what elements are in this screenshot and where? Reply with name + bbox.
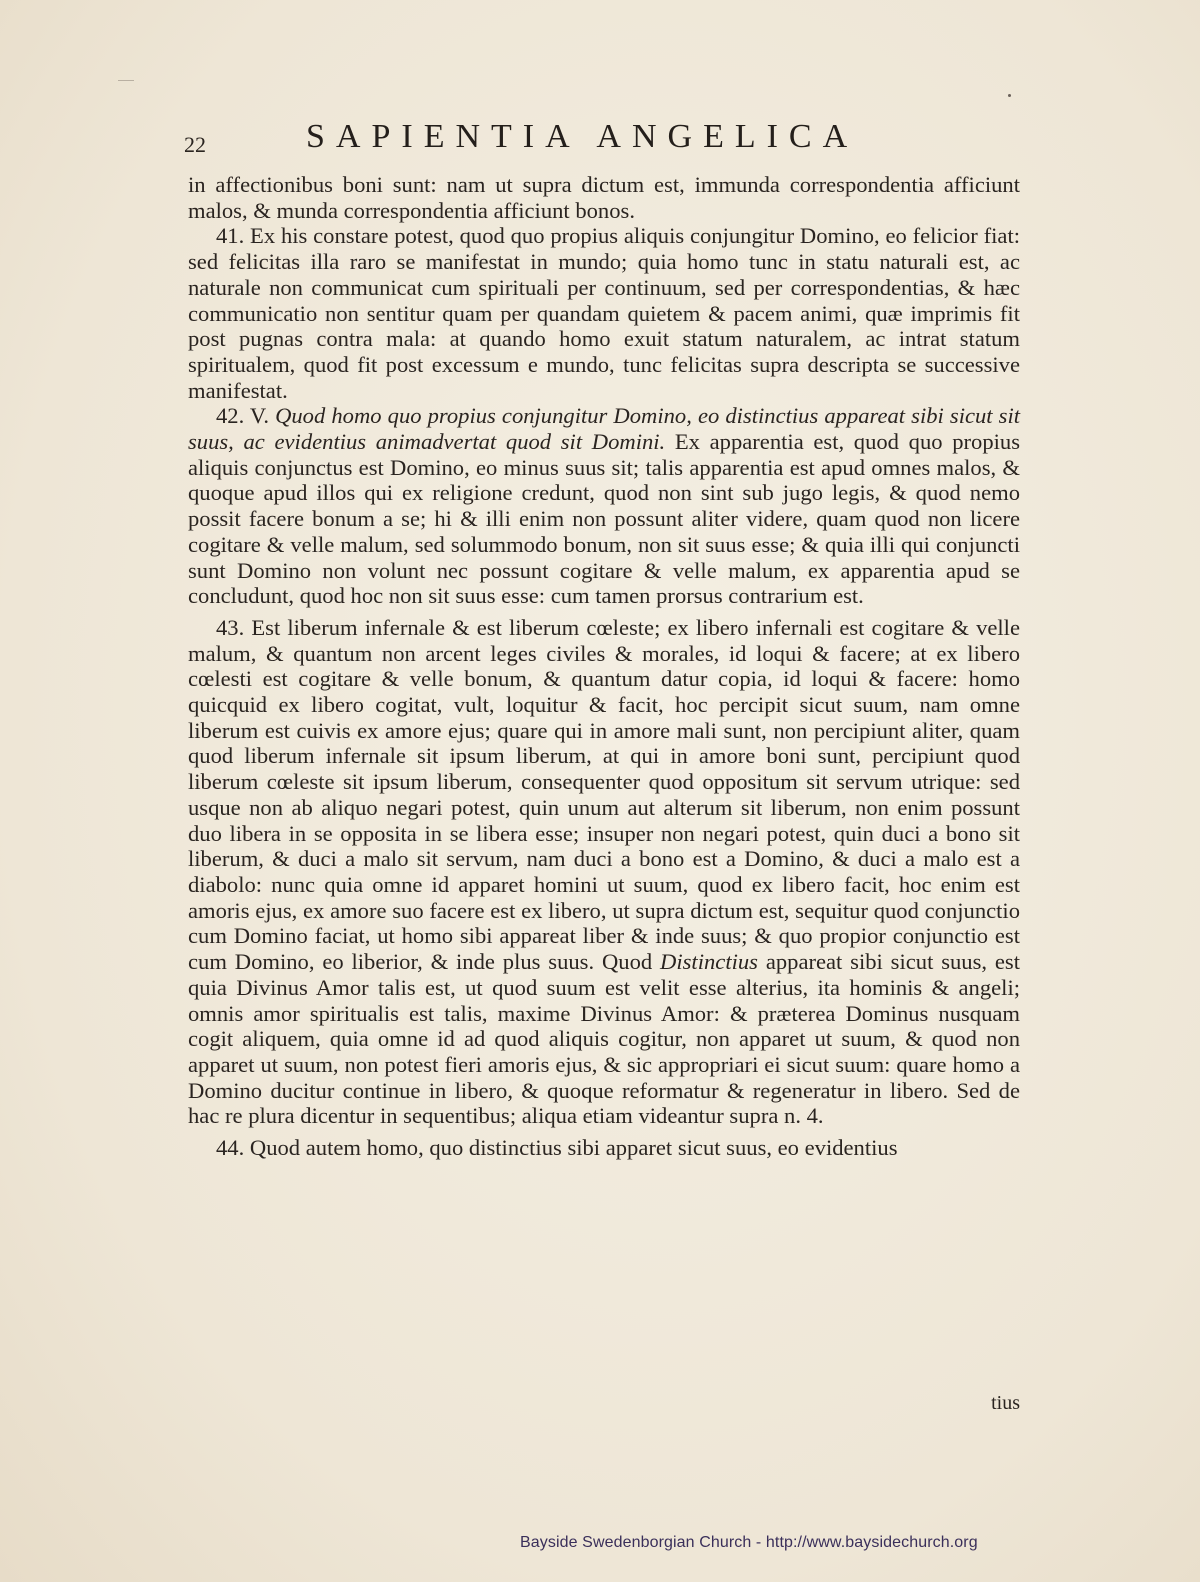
paragraph-continuation: in affectionibus boni sunt: nam ut supra dictum est, immunda correspondentia afficiunt malos, & munda correspondentia afficiunt bonos. — [188, 172, 1020, 223]
footer-credit: Bayside Swedenborgian Church - http://www.baysidechurch.org — [520, 1534, 978, 1551]
margin-mark — [118, 80, 134, 81]
catchword: tius — [991, 1392, 1020, 1414]
paragraph-42-lead: 42. V. — [216, 403, 276, 429]
paragraph-44: 44. Quod autem homo, quo distinctius sibi apparet sicut suus, eo evidentius — [216, 1135, 898, 1161]
ink-speck — [1008, 94, 1011, 97]
paragraph-42-proposition: Quod homo quo propius conjungitur Domino, eo distinctius appareat sibi sicut sit suus, ac evidentius animadvertat quod sit Domini. — [188, 403, 1021, 455]
paragraph-43-italic-word: Distinctius — [660, 949, 758, 975]
paragraph-43-text: appareat sibi sicut suus, est quia Divinus Amor talis est, ut quod suum est velit esse alterius, ita hominis & angeli; omnis amor spiritualis est talis, maxime Divinus Amor: & præterea Dominus nusquam cogit aliquem, quia omne id ad quod aliquis cogitur, non apparet ut suum, & quod non apparet ut suum, non potest fieri amoris ejus, & sic appropriari ei sicut suum: quare homo a Domino ducitur continue in libero, & quoque reformatur & regeneratur in libero. Sed de hac re plura dicentur in sequentibus; aliqua etiam videantur supra n. 4. — [188, 949, 1020, 1129]
paragraph-41: 41. Ex his constare potest, quod quo propius aliquis conjungitur Domino, eo felicior fiat: sed felicitas illa raro se manifestat in mundo; quia homo tunc in statu naturali est, ac naturale non communicat cum spirituali per continuum, sed per correspondentias, & hæc communicatio non sentitur quam per quandam quietem & pacem animi, quæ imprimis fit post pugnas contra mala: at quando homo exuit statum naturalem, ac intrat statum spiritualem, quod fit post excessum e mundo, tunc felicitas supra descripta se successive manifestat. — [188, 223, 1020, 403]
running-title: SAPIENTIA ANGELICA — [306, 118, 859, 155]
paragraph-43-lead: 43. Est liberum infernale & est liberum cœleste; ex libero infernali est cogitare & velle malum, & quantum non arcent leges civiles & morales, id loqui & facere; at ex libero cœlesti est cogitare & velle bonum, & quantum datur copia, id loqui & facere: homo quicquid ex libero cogitat, vult, loquitur & facit, hoc percipit sicut suum, nam omne liberum est cuivis ex amore ejus; quare qui in amore mali sunt, non percipiunt aliter, quam quod liberum infernale sit ipsum liberum, at qui in amore boni sunt, percipiunt quod liberum cœleste sit ipsum liberum, consequenter quod oppositum sit servum utrique: sed usque non ab aliquo negari potest, quin unum aut alterum sit liberum, non enim possunt duo libera in se opposita in se libera esse; insuper non negari potest, quin duci a bono sit liberum, & duci a malo sit servum, nam duci a bono est a Domino, & duci a malo est a diabolo: nunc quia omne id apparet homini ut suum, quod ex libero facit, hoc enim est amoris ejus, ex amore suo facere est ex libero, ut supra dictum est, sequitur quod conjunctio cum Domino faciat, ut homo sibi appareat liber & inde suus; & quo propior conjunctio est cum Domino, eo liberior, & inde plus suus. Quod — [188, 614, 1020, 975]
paragraph-43 — [188, 615, 1020, 1129]
page-header — [184, 118, 1024, 168]
page-number: 22 — [184, 132, 206, 157]
page-body — [188, 172, 1020, 1161]
paragraph-42 — [188, 403, 1020, 609]
paragraph-42-text: Ex apparentia est, quod quo propius aliquis conjunctus est Domino, eo minus suus sit; talis apparentia est apud omnes malos, & quoque apud illos qui ex religione credunt, quod non sint sub jugo legis, & quod nemo possit facere bonum a se; hi & illi enim non possunt aliter videre, quam quod non licere cogitare & velle malum, sed solummodo bonum, non sit suus esse; & quia illi qui conjuncti sunt Domino non volunt nec possunt cogitare & velle malum, ex apparentia apud se concludunt, quod hoc non sit suus esse: cum tamen prorsus contrarium est. — [188, 429, 1020, 609]
